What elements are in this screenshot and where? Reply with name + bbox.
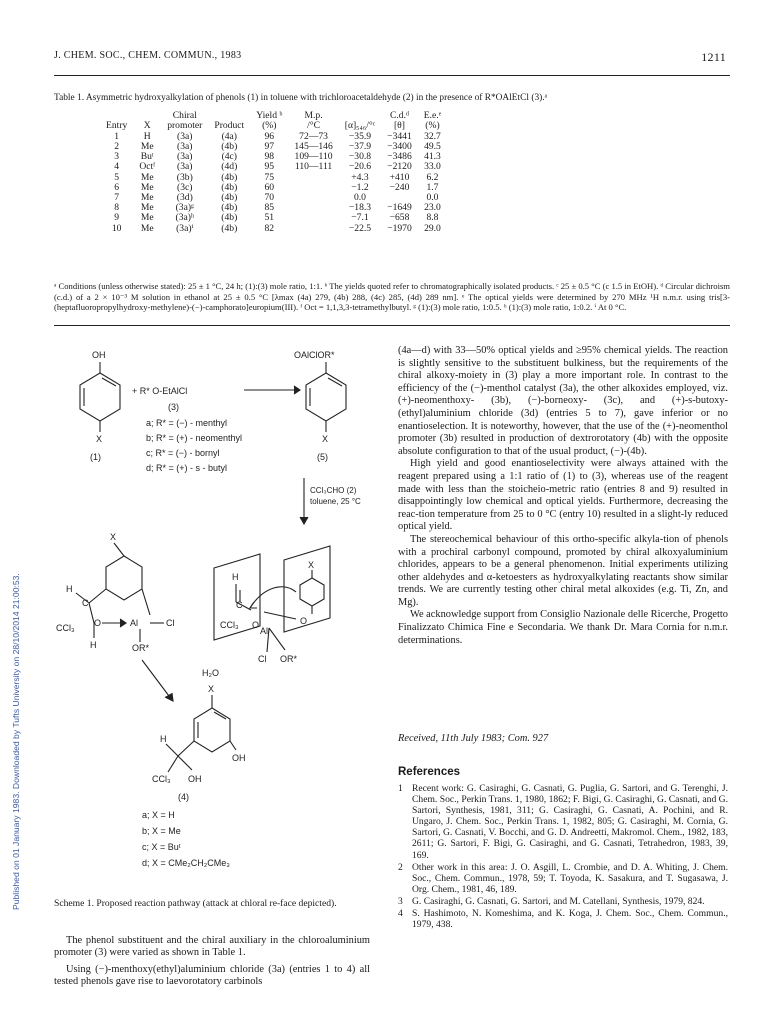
scheme-final-x-c: c; X = Buᵗ bbox=[142, 842, 181, 852]
table-cell: 10 bbox=[111, 222, 122, 234]
table-cell: −7.1 bbox=[351, 212, 369, 224]
table-cell: (4b) bbox=[221, 222, 238, 234]
download-watermark-text: Published on 01 January 1983. Downloaded by Tufts University on 28/10/2014 21:00:53. bbox=[11, 573, 21, 910]
th-mp-2: /°C bbox=[307, 120, 321, 132]
table-cell: −3486 bbox=[387, 151, 412, 163]
scheme-ts-o: O bbox=[252, 620, 260, 630]
table-cell: (4b) bbox=[221, 192, 238, 204]
table-cell: −240 bbox=[389, 181, 410, 193]
table-cell bbox=[288, 224, 338, 234]
scheme-product-x: X bbox=[322, 434, 329, 444]
left-paragraph-1: The phenol substituent and the chiral auxiliary in the chloroaluminium promoter (3) were varied as shown in Table 1. bbox=[54, 935, 370, 959]
scheme-final-label: (4) bbox=[178, 792, 189, 802]
scheme-left-cl: Cl bbox=[166, 618, 175, 628]
table-cell: −22.5 bbox=[348, 222, 372, 234]
scheme-final-x-d: d; X = CMe₂CH₂CMe₃ bbox=[142, 858, 230, 868]
scheme-substituent-b: b; R* = (+) - neomenthyl bbox=[146, 433, 243, 443]
reference-item bbox=[398, 896, 728, 907]
table-cell: Me bbox=[140, 212, 154, 224]
table-cell: 49.5 bbox=[424, 141, 441, 153]
th-entry-2: Entry bbox=[106, 120, 128, 132]
table-cell: 2 bbox=[114, 141, 120, 153]
th-cd-2: [θ] bbox=[393, 120, 405, 132]
scheme-left-h2: H bbox=[90, 640, 97, 650]
right-paragraph-2: High yield and good enantioselectivity were always attained with the reagent prepared using a 1:1 ratio of (1) to (3), whereas use of the reagent made with less than the stoicheio-metric ratio (entries 8 and 9) resulted in disappointingly low chemical and optical yields. Furthermore, decreasing the reac-tion temperature from 25 to 0 °C (entry 10) resulted in a slight-ly reduced optical yield. bbox=[398, 458, 728, 533]
scheme-phenol-label: (1) bbox=[90, 452, 101, 462]
table-cell: Buᵗ bbox=[140, 151, 154, 163]
table-cell: H bbox=[143, 130, 151, 142]
scheme-final-oh: OH bbox=[188, 774, 202, 784]
scheme-phenol-oh: OH bbox=[92, 350, 106, 360]
table-cell: 95 bbox=[264, 161, 275, 173]
scheme-product-top: OAlClOR* bbox=[294, 350, 335, 360]
table-cell: 109—110 bbox=[294, 151, 333, 163]
scheme-substituent-d: d; R* = (+) - s - butyl bbox=[146, 463, 228, 473]
scheme-ts-o2: O bbox=[300, 616, 308, 626]
table-cell bbox=[288, 203, 338, 213]
reference-number: 1 bbox=[398, 783, 403, 794]
table-cell: −1.2 bbox=[351, 181, 369, 193]
table-cell: 9 bbox=[114, 212, 120, 224]
reference-text: G. Casiraghi, G. Casnati, G. Sartori, and M. Catellani, Synthesis, 1979, 824. bbox=[412, 895, 705, 907]
scheme-substituent-c: c; R* = (−) - bornyl bbox=[146, 448, 220, 458]
table-cell: 23.0 bbox=[424, 202, 441, 214]
th-yield-1: Yield ᵇ bbox=[256, 110, 283, 121]
scheme-left-h: H bbox=[66, 584, 73, 594]
scheme-product-label: (5) bbox=[317, 452, 328, 462]
scheme-final-x-a: a; X = H bbox=[142, 810, 175, 820]
table-cell: 1 bbox=[114, 130, 120, 142]
scheme-ts-h: H bbox=[232, 572, 239, 582]
reference-number: 2 bbox=[398, 861, 403, 873]
table-cell: 3 bbox=[114, 151, 120, 163]
received-line: Received, 11th July 1983; Com. 927 bbox=[398, 733, 549, 744]
reference-item bbox=[398, 862, 728, 895]
reference-number: 4 bbox=[398, 908, 403, 920]
table-cell: 60 bbox=[264, 181, 275, 193]
table-cell: (3a) bbox=[177, 161, 193, 173]
table-cell: 0.0 bbox=[353, 192, 366, 204]
reference-item bbox=[398, 783, 728, 861]
journal-header: J. CHEM. SOC., CHEM. COMMUN., 1983 bbox=[54, 50, 242, 61]
scheme-ts-x: X bbox=[308, 560, 315, 570]
th-ee-1: E.e.ᵉ bbox=[423, 110, 442, 121]
left-paragraph-2: Using (−)-menthoxy(ethyl)aluminium chloride (3a) (entries 1 to 4) all tested phenols gave rise to laevorotatory carbinols bbox=[54, 963, 370, 988]
table-cell: 72—73 bbox=[299, 130, 328, 142]
references-heading: References bbox=[398, 766, 461, 778]
table-cell: 6.2 bbox=[426, 171, 439, 183]
th-yield-2: (%) bbox=[262, 120, 277, 132]
table-cell: 41.3 bbox=[424, 151, 441, 163]
scheme-final-x-b: b; X = Me bbox=[142, 826, 181, 836]
table-cell: −20.6 bbox=[348, 161, 372, 173]
scheme-condition-2: toluene, 25 °C bbox=[310, 497, 361, 506]
table-cell: Me bbox=[140, 192, 154, 204]
table-cell: +410 bbox=[389, 171, 410, 183]
scheme-left-c: C bbox=[82, 598, 89, 608]
scheme-final-ccl3: CCl₃ bbox=[152, 774, 171, 784]
scheme-left-o1: O bbox=[94, 618, 102, 628]
table-rule bbox=[54, 325, 730, 326]
table-cell: Me bbox=[140, 181, 154, 193]
scheme-condition-1: CCl₃CHO (2) bbox=[310, 486, 357, 495]
scheme-substituent-a: a; R* = (−) - menthyl bbox=[146, 418, 228, 428]
download-watermark bbox=[2, 240, 21, 910]
table-cell: 82 bbox=[264, 222, 275, 234]
reference-item bbox=[398, 908, 728, 930]
scheme-ts-c: C bbox=[236, 600, 243, 610]
references-list bbox=[398, 783, 728, 931]
th-mp-1: M.p. bbox=[304, 110, 323, 121]
scheme-final-x: X bbox=[208, 684, 215, 694]
table-cell: −3400 bbox=[387, 141, 412, 153]
results-table bbox=[100, 111, 447, 234]
table-cell: (4b) bbox=[221, 202, 238, 214]
table-cell: (3c) bbox=[177, 181, 193, 193]
th-alpha-2: [α]₅₄₆/°ᶜ bbox=[344, 120, 376, 132]
right-paragraph-1: (4a—d) with 33—50% optical yields and ≥95% chemical yields. The reaction is slightly sensitive to the substituent bulkiness, but the requirements of the chiral alkoxy-moiety in (3) play a more important role. In contrast to the efficiency of the (−)-menthol catalyst (3a), the other alkoxides employed, viz. (+)-neomenthoxy- (3b), (−)-borneoxy- (3c), and (+)-s-butoxy-(ethyl)aluminium chloride (3d) (entries 5 to 7), gave inferior or no enantioselection. It is noteworthy, however, that the use of the (+)-neomenthol promoter (3b) resulted in production of dextrorotatory (4b) with the opposite absolute configuration to that of the usual product, (−)-(4b). bbox=[398, 345, 728, 457]
scheme-left-ccl3: CCl₃ bbox=[56, 623, 75, 633]
table-cell: −2120 bbox=[387, 161, 412, 173]
table-body bbox=[100, 132, 447, 234]
table-cell: (4a) bbox=[221, 130, 238, 142]
scheme-phenol-x: X bbox=[96, 434, 103, 444]
table-cell: (3a)ʰ bbox=[175, 212, 195, 224]
table-footnotes: ᵃ Conditions (unless otherwise stated): 25 ± 1 °C, 24 h; (1):(3) mole ratio, 1:1. ᵇ The yields quoted refer to chromatographically isolated products. ᶜ 25 ± 0.5 °C (c 1.5 in EtOH). ᵈ Circular dichroism (c.d.) of a 2 × 10⁻³ M solution in ethanol at 25 ± 0.5 °C [λmax (4a) 279, (4b) 288, (4c) 285, (4d) 289 nm]. ᵉ The optical yields were determined by 270 MHz ¹H n.m.r. using tris[3-(heptafluoropropylhydroxy-methylene)-(−)-camphorato]europium(III). ᶠ Oct = 1,1,3,3-tetramethylbutyl. ᵍ (1):(3) mole ratio, 1:0.5. ʰ (1):(3) mole ratio, 1:0.2. ⁱ At 0 °C. bbox=[54, 281, 730, 313]
table-cell: (3a)ᵍ bbox=[175, 202, 194, 214]
table-cell: 110—111 bbox=[294, 161, 333, 173]
table-cell: 32.7 bbox=[424, 130, 441, 142]
scheme-ts-cl: Cl bbox=[258, 654, 267, 664]
table-cell: −35.9 bbox=[348, 130, 372, 142]
table-cell: 51 bbox=[264, 212, 275, 224]
th-cd-1: C.d.ᵈ bbox=[389, 110, 409, 121]
th-ee-2: (%) bbox=[425, 120, 440, 132]
table-cell bbox=[288, 173, 338, 183]
scheme-reagent-label: (3) bbox=[168, 402, 179, 412]
table-row bbox=[100, 224, 447, 234]
table-cell: Me bbox=[140, 171, 154, 183]
table-cell: (4d) bbox=[221, 161, 238, 173]
table-cell: 1.7 bbox=[426, 181, 439, 193]
table-cell: 145—146 bbox=[294, 141, 333, 153]
table-cell: (4b) bbox=[221, 141, 238, 153]
table-cell: (4b) bbox=[221, 212, 238, 224]
table-cell: 4 bbox=[114, 161, 120, 173]
table-cell: −3441 bbox=[387, 130, 412, 142]
reaction-scheme bbox=[54, 340, 384, 895]
table-cell: −30.8 bbox=[348, 151, 372, 163]
table-cell: 96 bbox=[264, 130, 275, 142]
scheme-h2o: H₂O bbox=[202, 668, 219, 678]
table-cell: (3a)ⁱ bbox=[176, 222, 194, 234]
reference-text: S. Hashimoto, N. Komeshima, and K. Koga, J. Chem. Soc., Chem. Commun., 1979, 438. bbox=[412, 908, 728, 931]
scheme-reagent: + R* O-EtAlCl bbox=[132, 386, 188, 396]
table-cell: −658 bbox=[389, 212, 410, 224]
table-cell: Me bbox=[140, 202, 154, 214]
scheme-ts-or: OR* bbox=[280, 654, 298, 664]
th-promoter-1: Chiral bbox=[172, 110, 197, 121]
right-column-text bbox=[398, 345, 728, 647]
th-promoter-2: promoter bbox=[167, 120, 203, 132]
table-cell bbox=[288, 193, 338, 203]
table-cell: −1970 bbox=[387, 222, 412, 234]
scheme-ts-ccl3: CCl₃ bbox=[220, 620, 239, 630]
right-paragraph-4: We acknowledge support from Consiglio Nazionale delle Ricerche, Progetto Finalizzato Chimica Fine e Secondaria. We thank Dr. Mara Cornia for n.m.r. determinations. bbox=[398, 609, 729, 646]
table-cell: 6 bbox=[114, 181, 120, 193]
th-x-2: X bbox=[143, 120, 151, 132]
scheme-left-x: X bbox=[110, 532, 117, 542]
scheme-ts-al: Al bbox=[260, 626, 269, 636]
reference-number: 3 bbox=[398, 895, 403, 907]
table-cell: (4b) bbox=[221, 171, 238, 183]
left-column-text bbox=[54, 935, 370, 989]
table-cell: −18.3 bbox=[348, 202, 372, 214]
table-cell: (3b) bbox=[176, 171, 193, 183]
table-cell: −37.9 bbox=[348, 141, 372, 153]
table-cell bbox=[288, 183, 338, 193]
table-cell: Octᶠ bbox=[139, 161, 156, 173]
table-cell: 98 bbox=[264, 151, 275, 163]
table-cell: Me bbox=[140, 141, 154, 153]
table-caption: Table 1. Asymmetric hydroxyalkylation of phenols (1) in toluene with trichloroacetaldehyde (2) in the presence of R*OAlEtCl (3).ᵃ bbox=[54, 93, 548, 103]
table-cell: (4c) bbox=[221, 151, 238, 163]
scheme-left-al: Al bbox=[130, 618, 139, 628]
table-cell: (3a) bbox=[177, 151, 193, 163]
table-cell: (3a) bbox=[177, 130, 193, 142]
scheme-final-oh-ring: OH bbox=[232, 753, 246, 763]
reference-text: Recent work: G. Casiraghi, G. Casnati, G. Puglia, G. Sartori, and G. Terenghi, J. Chem. Soc., Perkin Trans. 1, 1980, 1862; F. Bigi, G. Casiraghi, G. Casnati, and G. Sartori, Synthesis, 1981, 311; G. Casiraghi, G. Casnati, A. Pochini, and R. Ungaro, J. Chem. Soc., Perkin Trans. 1, 1982, 805; G. Casiraghi, M. Cornia, G. Sartori, G. Casnati, V. Bocchi, and G. D. Andreetti, Makromol. Chem., 1982, 183, 2611; G. Sartori, F. Bigi, G. Casiraghi, and G. Casnati, Tetrahedron, 1983, 39, 169. bbox=[412, 783, 728, 861]
table-cell: 33.0 bbox=[424, 161, 441, 173]
table-cell: (3a) bbox=[177, 141, 193, 153]
header-rule bbox=[54, 75, 730, 76]
scheme-left-or: OR* bbox=[132, 643, 150, 653]
scheme-final-h: H bbox=[160, 734, 167, 744]
table-cell: +4.3 bbox=[351, 171, 369, 183]
right-paragraph-3: The stereochemical behaviour of this ortho-specific alkyla-tion of phenols with a prochiral carbonyl compound, promoted by chiral alkoxyaluminium chlorides, appears to be a general phenomenon. Initial experiments utilizing other aldehydes and α-ketoesters as hydroxyalkylating reactants show similar trends. We are currently testing other chiral metal alkoxides (e.g. Ti, Zn, and Mg). bbox=[398, 533, 728, 608]
table-cell: 0.0 bbox=[426, 192, 439, 204]
table-cell: 70 bbox=[264, 192, 275, 204]
table-cell: 29.0 bbox=[424, 222, 441, 234]
table-cell: (4b) bbox=[221, 181, 238, 193]
table-cell: Me bbox=[140, 222, 154, 234]
table-cell: (3d) bbox=[176, 192, 193, 204]
page-number: 1211 bbox=[701, 50, 726, 64]
table-cell: −1649 bbox=[387, 202, 412, 214]
table-cell: 97 bbox=[264, 141, 275, 153]
table-cell: 7 bbox=[114, 192, 120, 204]
table-cell: 85 bbox=[264, 202, 275, 214]
table-cell: 8 bbox=[114, 202, 120, 214]
table-cell: 5 bbox=[114, 171, 120, 183]
scheme-caption: Scheme 1. Proposed reaction pathway (attack at chloral re-face depicted). bbox=[54, 898, 337, 909]
th-product-2: Product bbox=[214, 120, 245, 132]
reference-text: Other work in this area: J. O. Asgill, L. Crombie, and D. A. Whiting, J. Chem. Soc., Chem. Commun., 1978, 59; T. Toyoda, K. Sasakura, and T. Sugasawa, J. Org. Chem., 1981, 46, 189. bbox=[412, 861, 728, 895]
table-cell: 75 bbox=[264, 171, 275, 183]
table-cell: 8.8 bbox=[426, 212, 439, 224]
table-cell bbox=[288, 213, 338, 223]
